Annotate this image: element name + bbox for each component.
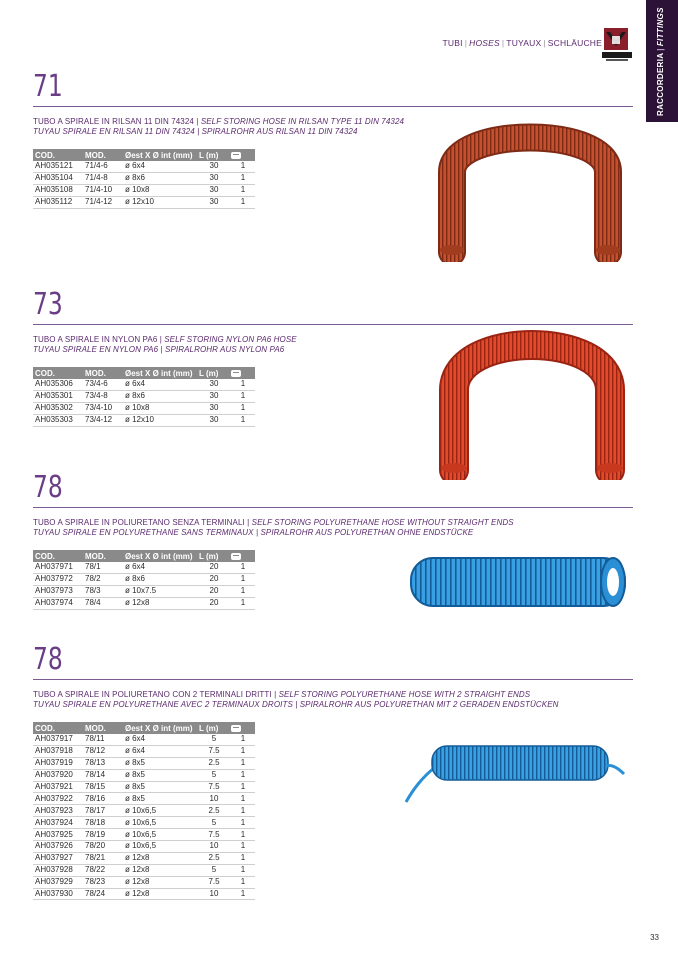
cell-diameter: ø 12x8: [123, 864, 197, 876]
cell-length: 10: [197, 841, 229, 853]
cell-pack: 1: [229, 841, 255, 853]
cell-pack: 1: [229, 172, 255, 184]
cell-pack: 1: [229, 562, 255, 573]
table-row: [33, 817, 255, 829]
nylon-hose-image: [432, 320, 632, 480]
cell-length: 5: [197, 864, 229, 876]
cell-diameter: ø 12x8: [123, 597, 197, 609]
cell-code: AH035112: [33, 196, 83, 208]
cell-length: 30: [197, 172, 229, 184]
table-row: [33, 852, 255, 864]
cell-code: AH037926: [33, 841, 83, 853]
table-row: [33, 876, 255, 888]
cell-code: AH035104: [33, 172, 83, 184]
product-table: COD. MOD. Øest X Ø int (mm) L (m) AH035306 73/4-6 ø 6x4 30 1 AH035301 73/4-8 ø 8x6 30 1 AH035302 73/4-10 ø 10x8 30 1 AH035303 73/4-12 ø 12x10 30 1: [33, 367, 255, 427]
cell-code: AH037929: [33, 876, 83, 888]
nav-item-schlauche: SCHLÄUCHE: [547, 38, 602, 48]
cell-diameter: ø 6x4: [123, 562, 197, 573]
section-description: TUBO A SPIRALE IN RILSAN 11 DIN 74324 | SELF STORING HOSE IN RILSAN TYPE 11 DIN 74324 TUYAU SPIRALE EN RILSAN 11 DIN 74324 | SPIRALROHR AUS RILSAN 11 DIN 74324: [33, 117, 405, 136]
table-row: [33, 562, 255, 573]
cell-code: AH035108: [33, 184, 83, 196]
table-row: [33, 379, 255, 390]
section-description: TUBO A SPIRALE IN POLIURETANO CON 2 TERMINALI DRITTI | SELF STORING POLYURETHANE HOSE WITH 2 STRAIGHT ENDS TUYAU SPIRALE EN POLYURETHANE AVEC 2 TERMINAUX DROITS | SPIRALROHR AUS POLYURETHAN MIT 2 GERADEN ENDSTÜCKEN: [33, 690, 559, 709]
cell-model: 78/24: [83, 888, 123, 900]
cell-model: 78/3: [83, 585, 123, 597]
cell-length: 7.5: [197, 745, 229, 757]
pack-icon: [231, 152, 241, 159]
cell-diameter: ø 6x4: [123, 745, 197, 757]
cell-length: 30: [197, 184, 229, 196]
cell-diameter: ø 10x6,5: [123, 841, 197, 853]
cell-pack: 1: [229, 414, 255, 426]
cell-diameter: ø 8x5: [123, 757, 197, 769]
cell-pack: 1: [229, 852, 255, 864]
nav-item-hoses: HOSES: [469, 38, 500, 48]
section-number: 71: [33, 69, 63, 104]
cell-model: 78/1: [83, 562, 123, 573]
cell-length: 5: [197, 734, 229, 745]
cell-code: AH037920: [33, 769, 83, 781]
table-row: [33, 161, 255, 172]
cell-code: AH035303: [33, 414, 83, 426]
table-row: [33, 573, 255, 585]
cell-diameter: ø 10x8: [123, 184, 197, 196]
pack-icon: [231, 553, 241, 560]
cell-pack: 1: [229, 379, 255, 390]
cell-diameter: ø 10x6,5: [123, 817, 197, 829]
cell-code: AH035121: [33, 161, 83, 172]
cell-diameter: ø 12x8: [123, 888, 197, 900]
cell-code: AH037930: [33, 888, 83, 900]
cell-pack: 1: [229, 161, 255, 172]
cell-pack: 1: [229, 888, 255, 900]
cell-code: AH035306: [33, 379, 83, 390]
side-tab-fittings: FITTINGS: [656, 7, 665, 47]
table-row: [33, 734, 255, 745]
table-row: [33, 841, 255, 853]
cell-diameter: ø 12x8: [123, 852, 197, 864]
cell-model: 71/4-8: [83, 172, 123, 184]
pu-hose-no-ends-image: [405, 552, 631, 614]
cell-code: AH037927: [33, 852, 83, 864]
cell-diameter: ø 12x10: [123, 196, 197, 208]
cell-pack: 1: [229, 781, 255, 793]
cell-pack: 1: [229, 829, 255, 841]
cell-pack: 1: [229, 585, 255, 597]
side-tab: RACCORDERIA|FITTINGS: [646, 0, 678, 122]
cell-pack: 1: [229, 196, 255, 208]
table-row: [33, 597, 255, 609]
cell-length: 30: [197, 379, 229, 390]
cell-pack: 1: [229, 597, 255, 609]
table-row: [33, 805, 255, 817]
cell-model: 73/4-10: [83, 402, 123, 414]
cell-model: 73/4-6: [83, 379, 123, 390]
product-table: COD. MOD. Øest X Ø int (mm) L (m) AH037971 78/1 ø 6x4 20 1 AH037972 78/2 ø 8x6 20 1 AH037973 78/3 ø 10x7.5 20 1 AH037974 78/4 ø 12x8 20 1: [33, 550, 255, 610]
pu-hose-straight-ends-image: [400, 738, 626, 806]
cell-diameter: ø 10x6,5: [123, 829, 197, 841]
cell-code: AH037925: [33, 829, 83, 841]
cell-pack: 1: [229, 184, 255, 196]
cell-code: AH037972: [33, 573, 83, 585]
cell-model: 78/20: [83, 841, 123, 853]
cell-code: AH037924: [33, 817, 83, 829]
cell-diameter: ø 12x10: [123, 414, 197, 426]
cell-model: 73/4-12: [83, 414, 123, 426]
cell-length: 5: [197, 769, 229, 781]
cell-model: 78/12: [83, 745, 123, 757]
cell-model: 78/18: [83, 817, 123, 829]
cell-code: AH037973: [33, 585, 83, 597]
cell-model: 78/17: [83, 805, 123, 817]
cell-length: 30: [197, 161, 229, 172]
cell-pack: 1: [229, 793, 255, 805]
table-row: [33, 402, 255, 414]
cell-pack: 1: [229, 817, 255, 829]
cell-diameter: ø 10x7.5: [123, 585, 197, 597]
cell-pack: 1: [229, 805, 255, 817]
side-tab-raccorderia: RACCORDERIA: [656, 52, 665, 116]
cell-length: 30: [197, 414, 229, 426]
cell-model: 71/4-10: [83, 184, 123, 196]
product-table: COD. MOD. Øest X Ø int (mm) L (m) AH037917 78/11 ø 6x4 5 1 AH037918 78/12 ø 6x4 7.5 1 AH037919 78/13 ø 8x5 2.5 1 AH037920 78/14 ø 8x5 5 1 AH037921 78/15 ø 8x5 7.5 1 AH037922 78/16 ø 8x5 10 1 AH037923 78/17 ø 10x6,5 2.5 1 AH037924 78/18 ø 10x6,5 5 1 AH037925 78/19 ø 10x6,5 7.5 1 AH037926 78/20 ø 10x6,5 10 1 AH037927 78/21 ø 12x8 2.5 1 AH037928 78/22 ø 12x8 5 1 AH037929 78/23 ø 12x8 7.5 1 AH037930 78/24 ø 12x8 10 1: [33, 722, 255, 900]
cell-diameter: ø 10x8: [123, 402, 197, 414]
cell-diameter: ø 10x6,5: [123, 805, 197, 817]
cell-length: 2.5: [197, 805, 229, 817]
nav-item-tuyaux: TUYAUX: [506, 38, 542, 48]
cell-length: 2.5: [197, 852, 229, 864]
cell-pack: 1: [229, 573, 255, 585]
table-row: [33, 864, 255, 876]
table-row: [33, 414, 255, 426]
cell-diameter: ø 6x4: [123, 379, 197, 390]
cell-pack: 1: [229, 734, 255, 745]
cell-model: 78/11: [83, 734, 123, 745]
cell-code: AH037919: [33, 757, 83, 769]
nav-item-tubi: TUBI: [442, 38, 463, 48]
cell-model: 78/16: [83, 793, 123, 805]
section-number: 78: [33, 470, 63, 505]
header-nav: TUBI | HOSES | TUYAUX | SCHLÄUCHE: [442, 38, 602, 48]
section-description: TUBO A SPIRALE IN POLIURETANO SENZA TERMINALI | SELF STORING POLYURETHANE HOSE WITHOUT STRAIGHT ENDS TUYAU SPIRALE EN POLYURETHANE SANS TERMINAUX | SPIRALROHR AUS POLYURETHAN OHNE ENDSTÜCKE: [33, 518, 514, 537]
cell-length: 10: [197, 888, 229, 900]
cell-model: 73/4-8: [83, 390, 123, 402]
cell-diameter: ø 8x5: [123, 781, 197, 793]
table-row: [33, 769, 255, 781]
product-table: COD. MOD. Øest X Ø int (mm) L (m) AH035121 71/4-6 ø 6x4 30 1 AH035104 71/4-8 ø 8x6 30 1 AH035108 71/4-10 ø 10x8 30 1 AH035112 71/4-12 ø 12x10 30 1: [33, 149, 255, 209]
cell-length: 20: [197, 597, 229, 609]
cell-diameter: ø 8x6: [123, 573, 197, 585]
cell-code: AH037923: [33, 805, 83, 817]
cell-length: 20: [197, 562, 229, 573]
pack-icon: [231, 725, 241, 732]
cell-model: 78/21: [83, 852, 123, 864]
cell-length: 7.5: [197, 829, 229, 841]
table-row: [33, 781, 255, 793]
cell-pack: 1: [229, 745, 255, 757]
cell-diameter: ø 8x6: [123, 172, 197, 184]
cell-diameter: ø 8x6: [123, 390, 197, 402]
cell-model: 78/15: [83, 781, 123, 793]
cell-code: AH037928: [33, 864, 83, 876]
section-description: TUBO A SPIRALE IN NYLON PA6 | SELF STORING NYLON PA6 HOSE TUYAU SPIRALE EN NYLON PA6 | SPIRALROHR AUS NYLON PA6: [33, 335, 297, 354]
cell-diameter: ø 8x5: [123, 769, 197, 781]
cell-model: 78/19: [83, 829, 123, 841]
cell-length: 10: [197, 793, 229, 805]
table-row: [33, 888, 255, 900]
page-number: 33: [650, 933, 659, 942]
table-row: [33, 184, 255, 196]
pack-icon: [231, 370, 241, 377]
section-divider: [33, 507, 633, 508]
cell-code: AH037918: [33, 745, 83, 757]
cell-length: 2.5: [197, 757, 229, 769]
cell-pack: 1: [229, 769, 255, 781]
cell-code: AH037921: [33, 781, 83, 793]
cell-length: 20: [197, 585, 229, 597]
cell-pack: 1: [229, 757, 255, 769]
cell-model: 78/4: [83, 597, 123, 609]
cell-length: 30: [197, 402, 229, 414]
section-divider: [33, 106, 633, 107]
cell-model: 78/13: [83, 757, 123, 769]
cell-pack: 1: [229, 390, 255, 402]
cell-code: AH037971: [33, 562, 83, 573]
cell-model: 78/23: [83, 876, 123, 888]
cell-diameter: ø 12x8: [123, 876, 197, 888]
cell-diameter: ø 8x5: [123, 793, 197, 805]
cell-diameter: ø 6x4: [123, 734, 197, 745]
cell-pack: 1: [229, 402, 255, 414]
cell-pack: 1: [229, 864, 255, 876]
brand-logo: [602, 28, 632, 62]
cell-model: 71/4-6: [83, 161, 123, 172]
table-row: [33, 172, 255, 184]
cell-pack: 1: [229, 876, 255, 888]
cell-code: AH037974: [33, 597, 83, 609]
cell-code: AH037917: [33, 734, 83, 745]
table-row: [33, 757, 255, 769]
cell-model: 78/22: [83, 864, 123, 876]
cell-code: AH035301: [33, 390, 83, 402]
cell-code: AH037922: [33, 793, 83, 805]
table-row: [33, 745, 255, 757]
table-row: [33, 196, 255, 208]
cell-model: 71/4-12: [83, 196, 123, 208]
cell-diameter: ø 6x4: [123, 161, 197, 172]
cell-model: 78/2: [83, 573, 123, 585]
section-divider: [33, 679, 633, 680]
table-row: [33, 793, 255, 805]
table-row: [33, 390, 255, 402]
rilsan-hose-image: [430, 112, 630, 262]
cell-code: AH035302: [33, 402, 83, 414]
cell-length: 30: [197, 196, 229, 208]
table-row: [33, 829, 255, 841]
section-number: 73: [33, 287, 63, 322]
cell-length: 7.5: [197, 876, 229, 888]
cell-length: 7.5: [197, 781, 229, 793]
section-number: 78: [33, 642, 63, 677]
table-row: [33, 585, 255, 597]
cell-model: 78/14: [83, 769, 123, 781]
cell-length: 30: [197, 390, 229, 402]
cell-length: 5: [197, 817, 229, 829]
cell-length: 20: [197, 573, 229, 585]
